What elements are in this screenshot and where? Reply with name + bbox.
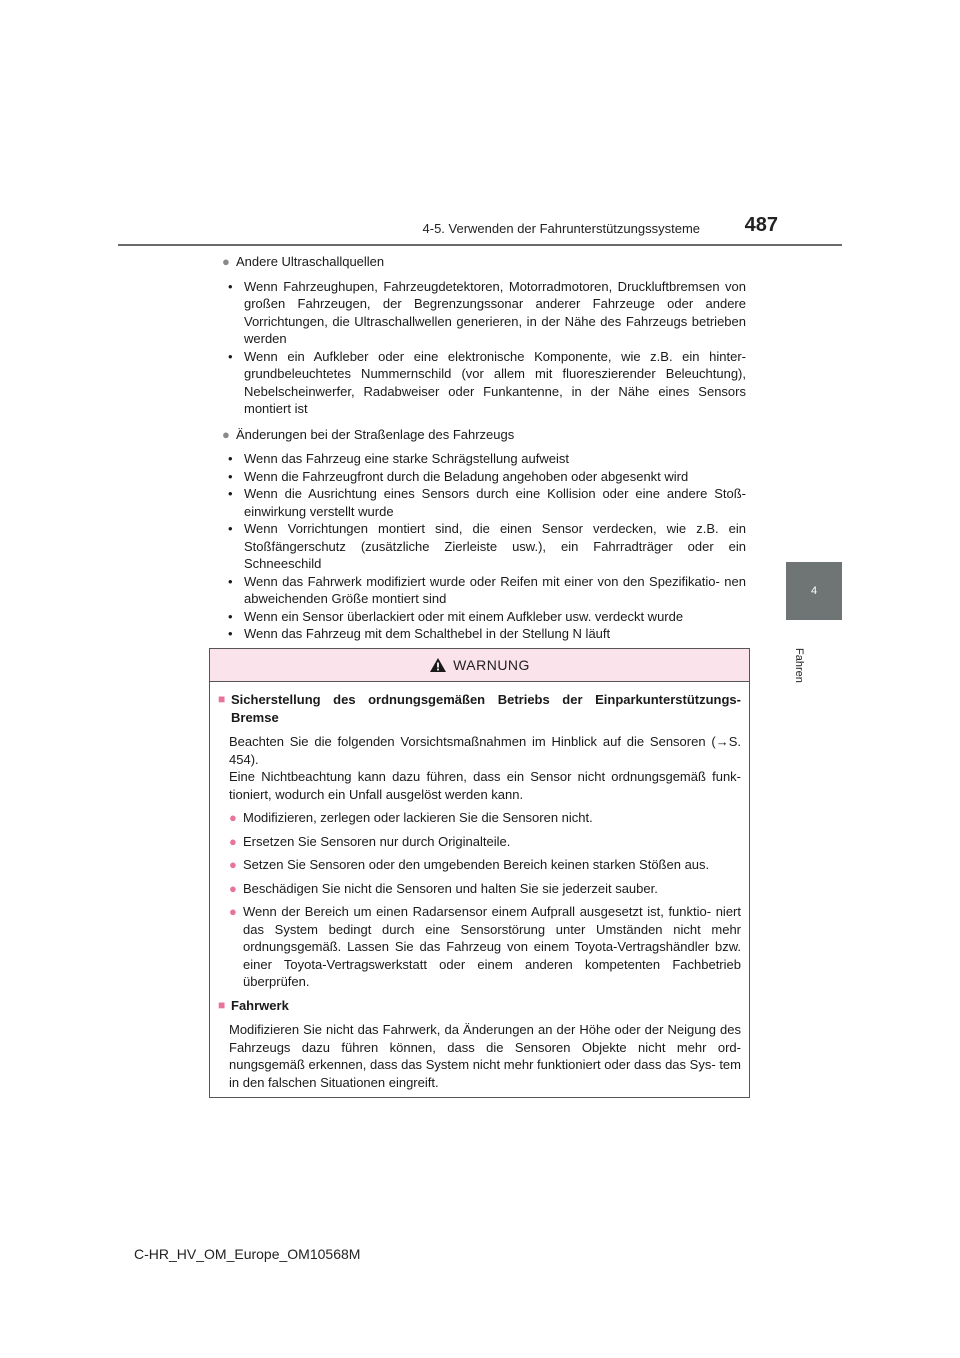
bullet-dot-icon: ● bbox=[229, 904, 237, 919]
warning-bullet: ● Modifizieren, zerlegen oder lackieren Sie die Sensoren nicht. bbox=[229, 810, 593, 825]
square-bullet-icon: ■ bbox=[218, 997, 226, 1012]
bullet-list bbox=[222, 278, 746, 418]
chapter-tab[interactable]: 4 bbox=[786, 562, 842, 620]
warning-paragraph: Modifizieren Sie nicht das Fahrwerk, da Änderungen an der Höhe oder der Neigung des Fahrzeugs dazu führen können, dass die Sensoren Objekte nicht mehr ord- nungsgemäß erkennen, dass das System nicht mehr funktioniert oder dass das Sys- tem in den falschen Situationen eingreift. bbox=[229, 1022, 741, 1090]
bullet-heading: ● Andere Ultraschallquellen bbox=[222, 254, 385, 269]
list-item: • Wenn die Fahrzeugfront durch die Beladung angehoben oder abgesenkt wird bbox=[228, 468, 689, 484]
header-divider bbox=[118, 244, 842, 246]
bullet-heading: ● Änderungen bei der Straßenlage des Fahrzeugs bbox=[222, 426, 515, 442]
warning-label: WARNUNG bbox=[453, 657, 530, 673]
list-item: • Wenn das Fahrwerk modifiziert wurde oder Reifen mit einer von den Spezifikatio- nen abweichenden Größe montiert sind bbox=[228, 573, 746, 606]
list-item: • Wenn die Ausrichtung eines Sensors durch eine Kollision oder eine andere Stoß- einwirkung verstellt wurde bbox=[228, 486, 746, 519]
warning-bullet: ● Ersetzen Sie Sensoren nur durch Originalteile. bbox=[229, 833, 511, 849]
bullet-dot-icon: ● bbox=[229, 880, 237, 896]
list-item: • Wenn das Fahrzeug mit dem Schalthebel in der Stellung N läuft bbox=[228, 626, 611, 641]
bullet-list bbox=[222, 450, 746, 643]
page-number: 487 bbox=[744, 214, 778, 236]
warning-bullet: ● Wenn der Bereich um einen Radarsensor einem Aufprall ausgesetzt ist, funktio- niert das System bedingt durch eine Sensorstörung unter Umständen nicht mehr ordnungsgemäß. Lassen Sie das Fahrzeug von einem Toyota-Vertragshändler bzw. einer Toyota-Vertragswerkstatt oder einem anderen kompetenten Fachbetrieb überprüfen. bbox=[229, 904, 741, 989]
list-item: • Wenn das Fahrzeug eine starke Schrägstellung aufweist bbox=[228, 451, 569, 466]
list-item: • Wenn ein Sensor überlackiert oder mit einem Aufkleber usw. verdeckt wurde bbox=[228, 608, 684, 624]
warning-section-title: ■ Sicherstellung des ordnungsgemäßen Betriebs der Einparkunterstützungs- Bremse bbox=[218, 692, 741, 725]
warning-section-title: ■ Fahrwerk bbox=[218, 997, 289, 1013]
warning-triangle-icon bbox=[429, 657, 447, 673]
square-bullet-icon: ■ bbox=[218, 692, 226, 706]
warning-body bbox=[210, 682, 749, 1091]
document-id: C-HR_HV_OM_Europe_OM10568M bbox=[134, 1246, 361, 1262]
bullet-dot-icon: ● bbox=[222, 254, 230, 269]
bullet-dot-icon: ● bbox=[229, 833, 237, 849]
list-item: • Wenn Fahrzeughupen, Fahrzeugdetektoren, Motorradmotoren, Druckluftbremsen von großen Fahrzeugen, der Begrenzungssonar anderer Fahrzeuge oder andere Vorrichtungen, die Ultraschallwellen generieren, in der Nähe des Fahrzeugs betrieben werden bbox=[228, 278, 746, 346]
main-content bbox=[222, 253, 746, 651]
warning-paragraph: Beachten Sie die folgenden Vorsichtsmaßnahmen im Hinblick auf die Sensoren (→S. 454). Eine Nichtbeachtung kann dazu führen, dass ein Sensor nicht ordnungsgemäß funk- tioniert, wodurch ein Unfall ausgelöst werden kann. bbox=[229, 734, 741, 802]
section-title: 4-5. Verwenden der Fahrunterstützungssysteme bbox=[422, 221, 700, 236]
warning-bullet: ● Setzen Sie Sensoren oder den umgebenden Bereich keinen starken Stößen aus. bbox=[229, 857, 710, 872]
bullet-dot-icon: ● bbox=[222, 426, 230, 442]
warning-bullet: ● Beschädigen Sie nicht die Sensoren und halten Sie sie jederzeit sauber. bbox=[229, 880, 658, 896]
chapter-label: Fahren bbox=[793, 648, 805, 683]
warning-header bbox=[210, 649, 749, 682]
bullet-dot-icon: ● bbox=[229, 857, 237, 872]
list-item: • Wenn ein Aufkleber oder eine elektronische Komponente, wie z.B. ein hinter- grundbeleuchtetes Nummernschild (vor allem mit fluoreszierender Beleuchtung), Nebelscheinwerfer, Radabweiser oder Funkantenne, in der Nähe eines Sensors montiert ist bbox=[228, 348, 746, 416]
list-item: • Wenn Vorrichtungen montiert sind, die einen Sensor verdecken, wie z.B. ein Stoßfängerschutz (zusätzliche Zierleiste usw.), ein Fahrradträger oder ein Schneeschild bbox=[228, 521, 746, 571]
warning-box bbox=[209, 648, 750, 1098]
bullet-dot-icon: ● bbox=[229, 810, 237, 825]
